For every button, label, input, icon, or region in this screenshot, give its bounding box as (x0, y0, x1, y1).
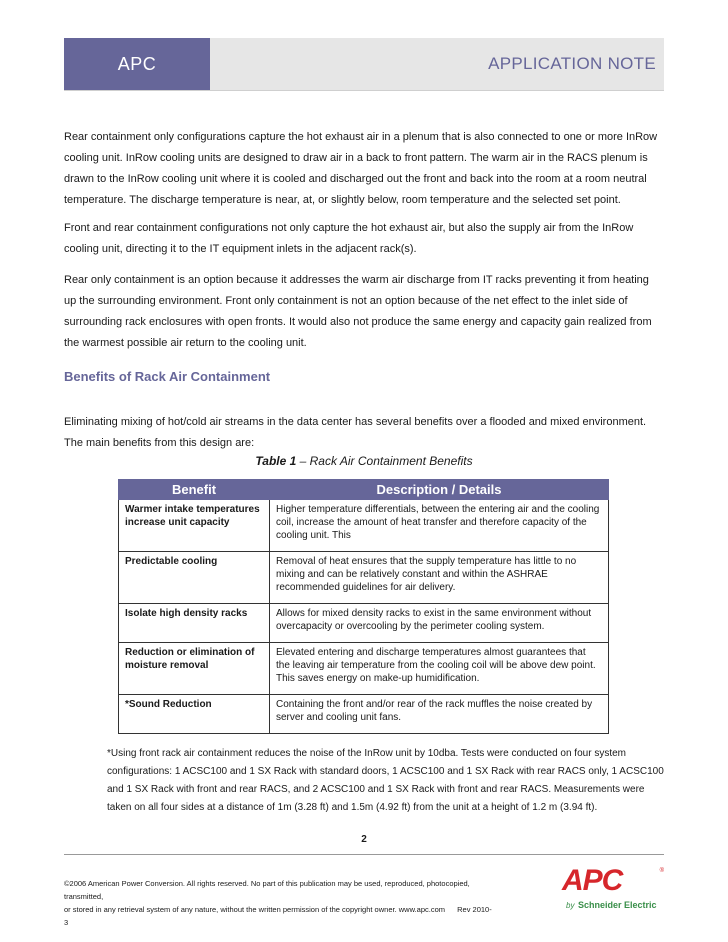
benefit-cell: Isolate high density racks (119, 604, 270, 643)
schneider-electric-text: Schneider Electric (578, 900, 657, 910)
table-caption-title: – Rack Air Containment Benefits (296, 454, 473, 468)
table-header-row (119, 480, 609, 500)
description-cell: Higher temperature differentials, between the entering air and the cooling coil, increase the amount of heat transfer and therefore capacity of the cooling unit. This (270, 500, 609, 552)
benefits-table (118, 479, 609, 734)
revision-label: Rev 2010-3 (64, 905, 492, 927)
header-brand: APC (64, 38, 210, 90)
table-row (119, 500, 609, 552)
description-cell: Containing the front and/or rear of the rack muffles the noise created by server and cooling unit fans. (270, 695, 609, 734)
description-cell: Elevated entering and discharge temperatures almost guarantees that the leaving air temperature from the cooling coil will be above dew point. This saves energy on make-up humidification. (270, 643, 609, 695)
table-row (119, 552, 609, 604)
column-header-description: Description / Details (270, 480, 609, 500)
copyright-line-1: ©2006 American Power Conversion. All rights reserved. No part of this publication may be used, reproduced, photocopied, transmitted, (64, 879, 470, 901)
benefit-cell: Reduction or elimination of moisture removal (119, 643, 270, 695)
benefit-cell: Warmer intake temperatures increase unit capacity (119, 500, 270, 552)
table-caption-label: Table 1 (255, 454, 297, 468)
page-number: 2 (361, 834, 367, 845)
footer-divider (64, 854, 664, 855)
section-intro: Eliminating mixing of hot/cold air streams in the data center has several benefits over a flooded and mixed environment. The main benefits from this design are: (64, 416, 647, 449)
benefit-cell: Predictable cooling (119, 552, 270, 604)
benefit-cell: *Sound Reduction (119, 695, 270, 734)
paragraph-containment-options: Rear only containment is an option because it addresses the warm air discharge from IT racks preventing it from heating up the surrounding environment. Front only containment is not an option because of the net effect to the inlet side of surrounding rack enclosures with open fronts. It would also not produce the same energy and capacity gain realized from the warmest possible air return to the cooling unit. (64, 274, 652, 349)
column-header-benefit: Benefit (119, 480, 270, 500)
copyright-line-2: or stored in any retrieval system of any nature, without the written permission of the copyright owner. www.apc.com (64, 905, 446, 914)
paragraph-rear-containment: Rear containment only configurations capture the hot exhaust air in a plenum that is also connected to one or more InRow cooling unit. InRow cooling units are designed to draw air in a back to front pattern. The warm air in the RACS plenum is drawn to the InRow cooling unit where it is cooled and discharged out the front and back into the room at a room neutral temperature. The discharge temperature is near, at, or slightly below, room temperature and the selected set point. (64, 131, 658, 206)
header-doc-type: APPLICATION NOTE (488, 54, 656, 73)
apc-logo-text: APC (562, 864, 623, 897)
paragraph-front-rear-containment: Front and rear containment configurations not only capture the hot exhaust air, but also the supply air from the InRow cooling unit, directing it to the IT equipment inlets in the adjacent rack(s). (64, 222, 634, 255)
table-row (119, 604, 609, 643)
copyright-notice (64, 877, 494, 929)
logo-by-text: by (566, 901, 575, 910)
table-row (119, 643, 609, 695)
description-cell: Removal of heat ensures that the supply temperature has little to no mixing and can be relatively constant and within the ASHRAE recommended guidelines for air delivery. (270, 552, 609, 604)
trademark-symbol: ® (659, 868, 664, 874)
footnote: *Using front rack air containment reduces the noise of the InRow unit by 10dba. Tests were conducted on four system configurations: 1 ACSC100 and 1 SX Rack with standard doors, 1 ACSC100 and 1 SX Rack with rear RACS only, 1 ACSC100 and 1 SX Rack with front and rear RACS, and 2 ACSC100 and 1 SX Rack with front and rear RACS. Measurements were taken on all four sides at a distance of 1m (3.28 ft) and 1.5m (4.92 ft) from the unit at a height of 1.2 m (3.94 ft). (107, 748, 664, 813)
description-cell: Allows for mixed density racks to exist in the same environment without overcapacity or overcooling by the perimeter cooling system. (270, 604, 609, 643)
apc-logo (560, 866, 664, 914)
table-row (119, 695, 609, 734)
section-heading: Benefits of Rack Air Containment (64, 369, 271, 384)
table-caption (0, 454, 728, 468)
